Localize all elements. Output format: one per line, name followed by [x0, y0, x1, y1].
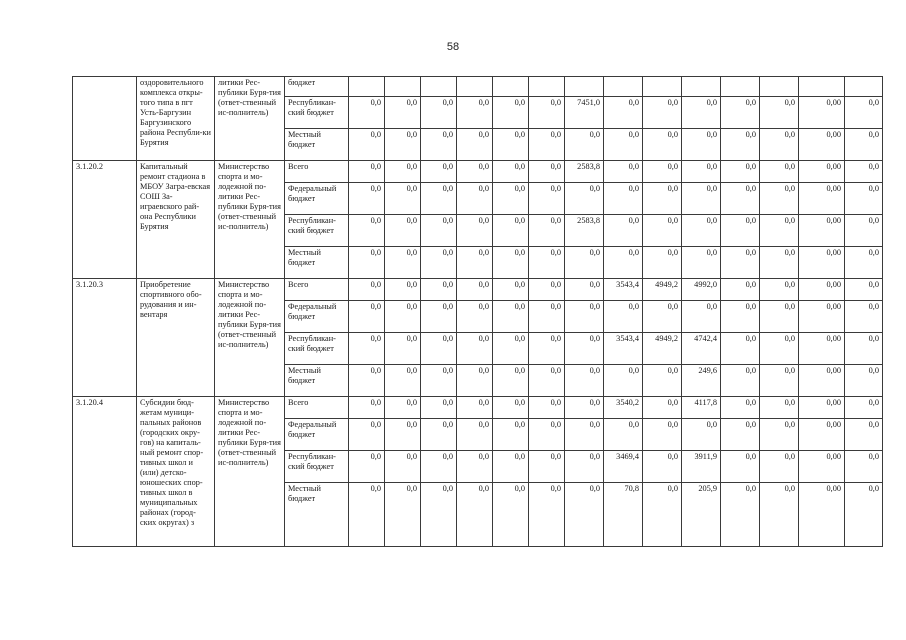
amount-cell — [604, 77, 643, 97]
amount-cell: 70,8 — [604, 483, 643, 547]
amount-cell: 0,0 — [349, 333, 385, 365]
measure-name: оздоровительного комплекса откры-того типа в пгт Усть-Баргузин Баргузинского района Республи-ки Бурятия — [137, 77, 215, 161]
amount-cell: 0,0 — [529, 247, 565, 279]
amount-cell: 0,0 — [565, 419, 604, 451]
funding-source: Местный бюджет — [285, 247, 349, 279]
amount-cell — [349, 77, 385, 97]
amount-cell: 0,0 — [604, 301, 643, 333]
amount-cell: 0,0 — [604, 365, 643, 397]
amount-cell: 0,0 — [385, 161, 421, 183]
amount-cell — [385, 77, 421, 97]
amount-cell: 0,0 — [421, 483, 457, 547]
amount-cell: 0,00 — [799, 215, 845, 247]
amount-cell: 0,0 — [421, 397, 457, 419]
responsible-executor: Министерство спорта и мо-лодежной по-литики Рес-публики Буря-тия (ответ-ственный ис-полнитель) — [215, 279, 285, 397]
funding-source: Федеральный бюджет — [285, 301, 349, 333]
amount-cell: 0,0 — [385, 97, 421, 129]
amount-cell: 0,0 — [349, 215, 385, 247]
amount-cell: 0,0 — [565, 483, 604, 547]
responsible-executor: Министерство спорта и мо-лодежной по-литики Рес-публики Буря-тия (ответ-ственный ис-полнитель) — [215, 161, 285, 279]
amount-cell: 0,0 — [721, 397, 760, 419]
measure-name: Приобретение спортивного обо-рудования и ин-вентаря — [137, 279, 215, 397]
amount-cell: 0,0 — [604, 215, 643, 247]
amount-cell: 0,0 — [349, 161, 385, 183]
amount-cell: 0,0 — [682, 301, 721, 333]
amount-cell: 0,0 — [604, 129, 643, 161]
amount-cell: 0,0 — [721, 129, 760, 161]
amount-cell: 0,00 — [799, 183, 845, 215]
amount-cell: 0,0 — [760, 451, 799, 483]
amount-cell: 0,0 — [457, 279, 493, 301]
amount-cell: 0,0 — [457, 365, 493, 397]
amount-cell: 0,00 — [799, 279, 845, 301]
amount-cell: 0,0 — [760, 419, 799, 451]
amount-cell: 0,0 — [565, 247, 604, 279]
amount-cell: 0,0 — [845, 301, 883, 333]
amount-cell: 0,0 — [349, 397, 385, 419]
amount-cell: 0,0 — [493, 215, 529, 247]
amount-cell: 0,0 — [349, 247, 385, 279]
amount-cell: 0,0 — [760, 301, 799, 333]
amount-cell: 0,00 — [799, 483, 845, 547]
amount-cell: 0,0 — [529, 161, 565, 183]
amount-cell: 0,0 — [643, 419, 682, 451]
amount-cell: 0,0 — [385, 301, 421, 333]
amount-cell: 0,0 — [529, 365, 565, 397]
amount-cell: 0,0 — [643, 161, 682, 183]
funding-source: Местный бюджет — [285, 129, 349, 161]
amount-cell: 0,0 — [385, 483, 421, 547]
funding-source: Местный бюджет — [285, 483, 349, 547]
amount-cell: 0,0 — [349, 419, 385, 451]
amount-cell: 0,0 — [421, 279, 457, 301]
amount-cell: 0,0 — [565, 279, 604, 301]
amount-cell: 0,0 — [760, 279, 799, 301]
amount-cell: 0,0 — [421, 183, 457, 215]
budget-table-body — [73, 77, 883, 547]
amount-cell: 0,0 — [421, 365, 457, 397]
amount-cell: 0,0 — [643, 397, 682, 419]
amount-cell: 0,0 — [421, 451, 457, 483]
page-number: 58 — [446, 41, 460, 53]
measure-code: 3.1.20.4 — [73, 397, 137, 547]
amount-cell: 0,0 — [682, 97, 721, 129]
amount-cell: 0,0 — [457, 97, 493, 129]
amount-cell: 0,0 — [845, 451, 883, 483]
amount-cell: 0,0 — [682, 215, 721, 247]
amount-cell: 0,0 — [721, 97, 760, 129]
amount-cell: 0,0 — [643, 183, 682, 215]
amount-cell: 0,00 — [799, 365, 845, 397]
amount-cell: 0,0 — [529, 215, 565, 247]
amount-cell: 0,0 — [721, 301, 760, 333]
table-row — [73, 397, 883, 419]
amount-cell: 0,00 — [799, 419, 845, 451]
amount-cell: 0,0 — [529, 183, 565, 215]
amount-cell: 0,0 — [845, 333, 883, 365]
amount-cell: 0,0 — [529, 483, 565, 547]
amount-cell: 2583,8 — [565, 215, 604, 247]
amount-cell: 0,0 — [721, 333, 760, 365]
amount-cell: 7451,0 — [565, 97, 604, 129]
amount-cell: 0,0 — [493, 279, 529, 301]
amount-cell: 0,0 — [493, 451, 529, 483]
amount-cell: 0,0 — [643, 247, 682, 279]
amount-cell — [493, 77, 529, 97]
amount-cell: 0,0 — [385, 215, 421, 247]
responsible-executor: литики Рес-публики Буря-тия (ответ-ственный ис-полнитель) — [215, 77, 285, 161]
amount-cell: 4117,8 — [682, 397, 721, 419]
amount-cell: 0,0 — [643, 301, 682, 333]
amount-cell: 0,0 — [385, 247, 421, 279]
amount-cell: 0,0 — [421, 161, 457, 183]
amount-cell: 0,0 — [760, 183, 799, 215]
amount-cell: 0,0 — [565, 365, 604, 397]
amount-cell: 0,0 — [349, 451, 385, 483]
amount-cell: 0,0 — [760, 97, 799, 129]
amount-cell: 0,0 — [682, 247, 721, 279]
amount-cell: 0,00 — [799, 397, 845, 419]
amount-cell: 0,0 — [349, 483, 385, 547]
amount-cell: 0,0 — [845, 129, 883, 161]
amount-cell: 0,0 — [349, 97, 385, 129]
amount-cell: 0,0 — [721, 247, 760, 279]
amount-cell: 0,0 — [565, 397, 604, 419]
amount-cell: 0,0 — [349, 365, 385, 397]
amount-cell: 0,0 — [385, 129, 421, 161]
measure-code — [73, 77, 137, 161]
funding-source: Всего — [285, 161, 349, 183]
amount-cell: 0,0 — [760, 365, 799, 397]
amount-cell: 0,00 — [799, 161, 845, 183]
amount-cell: 0,0 — [493, 333, 529, 365]
amount-cell: 0,00 — [799, 301, 845, 333]
amount-cell: 0,00 — [799, 451, 845, 483]
amount-cell: 0,0 — [349, 279, 385, 301]
amount-cell: 3543,4 — [604, 279, 643, 301]
table-row — [73, 77, 883, 97]
amount-cell: 4992,0 — [682, 279, 721, 301]
funding-source: Республикан-ский бюджет — [285, 451, 349, 483]
amount-cell: 0,0 — [349, 183, 385, 215]
amount-cell: 0,0 — [385, 451, 421, 483]
amount-cell: 0,0 — [565, 333, 604, 365]
amount-cell: 0,0 — [493, 483, 529, 547]
amount-cell: 0,0 — [421, 215, 457, 247]
amount-cell: 0,0 — [457, 215, 493, 247]
amount-cell — [845, 77, 883, 97]
amount-cell: 0,0 — [604, 419, 643, 451]
amount-cell — [760, 77, 799, 97]
amount-cell — [643, 77, 682, 97]
amount-cell: 0,00 — [799, 333, 845, 365]
amount-cell: 0,0 — [457, 451, 493, 483]
amount-cell: 0,0 — [457, 301, 493, 333]
amount-cell — [721, 77, 760, 97]
amount-cell — [682, 77, 721, 97]
amount-cell: 0,0 — [565, 451, 604, 483]
amount-cell: 0,0 — [643, 483, 682, 547]
amount-cell: 0,0 — [604, 161, 643, 183]
funding-source: Всего — [285, 397, 349, 419]
amount-cell: 0,00 — [799, 247, 845, 279]
amount-cell: 0,0 — [760, 397, 799, 419]
amount-cell: 0,0 — [682, 419, 721, 451]
amount-cell — [565, 77, 604, 97]
amount-cell: 0,0 — [845, 215, 883, 247]
funding-source: Всего — [285, 279, 349, 301]
amount-cell: 0,0 — [845, 279, 883, 301]
amount-cell: 0,0 — [421, 301, 457, 333]
amount-cell: 0,0 — [565, 129, 604, 161]
amount-cell: 0,0 — [682, 161, 721, 183]
amount-cell: 2583,8 — [565, 161, 604, 183]
amount-cell: 0,0 — [493, 247, 529, 279]
measure-code: 3.1.20.3 — [73, 279, 137, 397]
amount-cell: 249,6 — [682, 365, 721, 397]
amount-cell: 0,0 — [457, 397, 493, 419]
budget-table — [72, 76, 883, 547]
amount-cell: 0,00 — [799, 97, 845, 129]
amount-cell: 0,0 — [643, 215, 682, 247]
amount-cell: 0,0 — [760, 483, 799, 547]
funding-source: Республикан-ский бюджет — [285, 215, 349, 247]
amount-cell: 205,9 — [682, 483, 721, 547]
amount-cell: 0,0 — [721, 483, 760, 547]
amount-cell: 0,0 — [457, 129, 493, 161]
amount-cell — [421, 77, 457, 97]
amount-cell — [529, 77, 565, 97]
amount-cell: 0,0 — [385, 365, 421, 397]
amount-cell: 0,0 — [457, 183, 493, 215]
amount-cell: 0,0 — [845, 183, 883, 215]
amount-cell: 0,0 — [457, 419, 493, 451]
amount-cell: 4742,4 — [682, 333, 721, 365]
amount-cell: 0,0 — [845, 247, 883, 279]
amount-cell: 0,0 — [385, 397, 421, 419]
amount-cell: 0,0 — [565, 301, 604, 333]
amount-cell: 0,0 — [529, 419, 565, 451]
amount-cell: 0,0 — [604, 97, 643, 129]
amount-cell: 0,0 — [721, 451, 760, 483]
amount-cell: 0,0 — [457, 247, 493, 279]
amount-cell: 0,0 — [682, 129, 721, 161]
amount-cell: 0,0 — [529, 397, 565, 419]
amount-cell: 3540,2 — [604, 397, 643, 419]
amount-cell: 0,0 — [643, 451, 682, 483]
amount-cell: 0,0 — [493, 161, 529, 183]
amount-cell: 0,0 — [721, 215, 760, 247]
amount-cell: 0,0 — [760, 215, 799, 247]
amount-cell: 0,0 — [760, 247, 799, 279]
amount-cell: 0,0 — [682, 183, 721, 215]
amount-cell: 0,0 — [845, 365, 883, 397]
amount-cell: 0,0 — [421, 419, 457, 451]
amount-cell: 0,0 — [421, 97, 457, 129]
amount-cell: 0,0 — [421, 333, 457, 365]
amount-cell: 0,0 — [565, 183, 604, 215]
amount-cell: 0,0 — [493, 301, 529, 333]
amount-cell: 0,0 — [643, 365, 682, 397]
funding-source: Республикан-ский бюджет — [285, 333, 349, 365]
amount-cell: 0,0 — [845, 161, 883, 183]
amount-cell: 0,0 — [845, 419, 883, 451]
amount-cell: 0,0 — [721, 161, 760, 183]
amount-cell: 0,0 — [529, 279, 565, 301]
amount-cell: 0,0 — [721, 279, 760, 301]
funding-source: Республикан-ский бюджет — [285, 97, 349, 129]
table-row — [73, 161, 883, 183]
amount-cell: 0,0 — [760, 333, 799, 365]
amount-cell: 0,0 — [493, 397, 529, 419]
amount-cell: 0,0 — [349, 301, 385, 333]
measure-name: Субсидии бюд-жетам муници-пальных районов (городских окру-гов) на капиталь-ный ремонт спор-тивных школ и (или) детско-юношеских спор-тивных школ в муниципальных районах (город-ских округах) з — [137, 397, 215, 547]
amount-cell: 0,0 — [845, 483, 883, 547]
amount-cell: 0,0 — [643, 97, 682, 129]
amount-cell: 0,0 — [457, 161, 493, 183]
amount-cell: 0,0 — [457, 333, 493, 365]
amount-cell: 0,0 — [421, 129, 457, 161]
amount-cell: 0,00 — [799, 129, 845, 161]
amount-cell: 0,0 — [529, 451, 565, 483]
amount-cell: 0,0 — [385, 419, 421, 451]
amount-cell: 0,0 — [457, 483, 493, 547]
measure-name: Капитальный ремонт стадиона в МБОУ Загра-евская СОШ За-играевского рай-она Республики Бурятия — [137, 161, 215, 279]
amount-cell — [457, 77, 493, 97]
amount-cell: 0,0 — [385, 333, 421, 365]
amount-cell: 0,0 — [493, 365, 529, 397]
amount-cell: 0,0 — [385, 279, 421, 301]
measure-code: 3.1.20.2 — [73, 161, 137, 279]
table-row — [73, 279, 883, 301]
amount-cell: 0,0 — [760, 129, 799, 161]
amount-cell: 3543,4 — [604, 333, 643, 365]
amount-cell: 0,0 — [529, 333, 565, 365]
amount-cell: 0,0 — [529, 129, 565, 161]
amount-cell: 0,0 — [529, 97, 565, 129]
amount-cell: 0,0 — [529, 301, 565, 333]
amount-cell: 0,0 — [493, 419, 529, 451]
amount-cell: 0,0 — [845, 397, 883, 419]
funding-source: Федеральный бюджет — [285, 419, 349, 451]
amount-cell: 0,0 — [493, 183, 529, 215]
amount-cell: 0,0 — [493, 97, 529, 129]
amount-cell: 0,0 — [845, 97, 883, 129]
amount-cell: 3469,4 — [604, 451, 643, 483]
amount-cell: 0,0 — [493, 129, 529, 161]
funding-source: бюджет — [285, 77, 349, 97]
amount-cell: 0,0 — [721, 365, 760, 397]
amount-cell — [799, 77, 845, 97]
amount-cell: 3911,9 — [682, 451, 721, 483]
funding-source: Местный бюджет — [285, 365, 349, 397]
amount-cell: 0,0 — [721, 183, 760, 215]
amount-cell: 0,0 — [643, 129, 682, 161]
amount-cell: 0,0 — [604, 247, 643, 279]
amount-cell: 0,0 — [721, 419, 760, 451]
responsible-executor: Министерство спорта и мо-лодежной по-литики Рес-публики Буря-тия (ответ-ственный ис-полнитель) — [215, 397, 285, 547]
amount-cell: 4949,2 — [643, 279, 682, 301]
amount-cell: 0,0 — [349, 129, 385, 161]
amount-cell: 0,0 — [385, 183, 421, 215]
amount-cell: 4949,2 — [643, 333, 682, 365]
amount-cell: 0,0 — [421, 247, 457, 279]
amount-cell: 0,0 — [760, 161, 799, 183]
amount-cell: 0,0 — [604, 183, 643, 215]
funding-source: Федеральный бюджет — [285, 183, 349, 215]
